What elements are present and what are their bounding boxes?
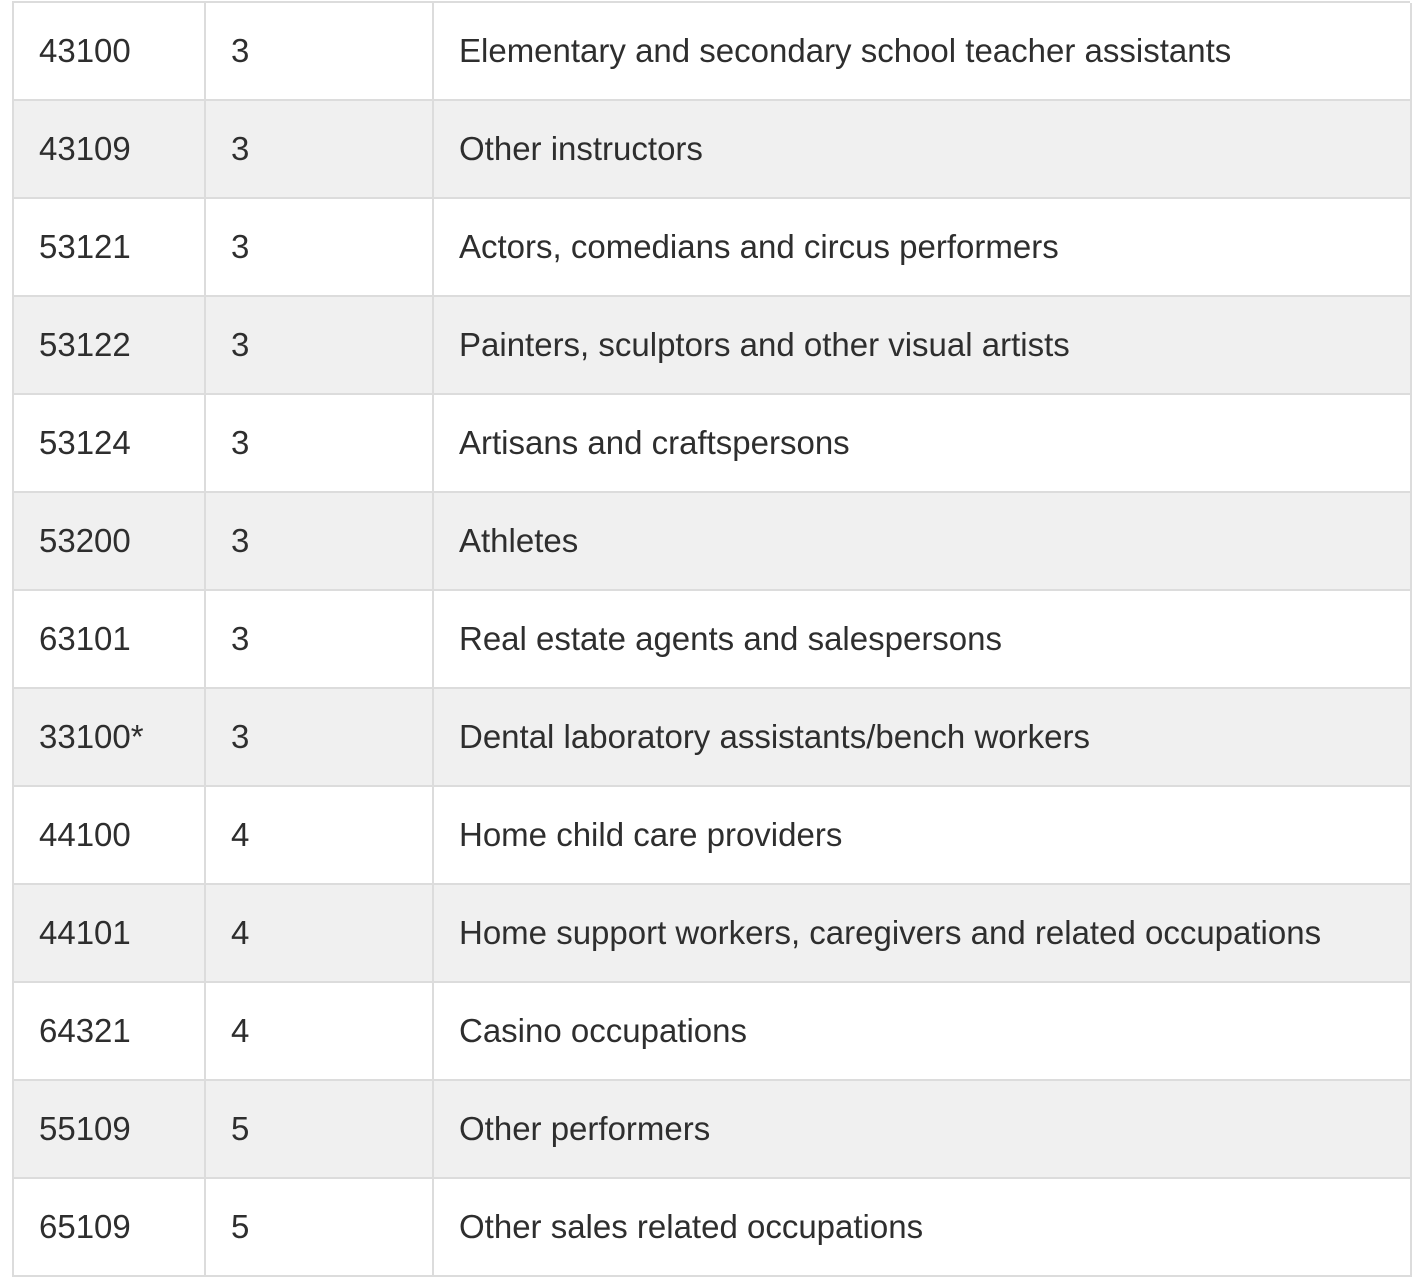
noc-code-cell: 44100 xyxy=(13,786,205,884)
table-row xyxy=(13,394,1411,492)
table-row xyxy=(13,786,1411,884)
occupation-title-cell: Artisans and craftspersons xyxy=(433,394,1411,492)
occupation-title-cell: Other instructors xyxy=(433,100,1411,198)
noc-code-cell: 53124 xyxy=(13,394,205,492)
occupation-table xyxy=(12,1,1410,1277)
table-row xyxy=(13,1178,1411,1276)
table-row xyxy=(13,688,1411,786)
noc-code-cell: 43109 xyxy=(13,100,205,198)
occupation-title-cell: Other sales related occupations xyxy=(433,1178,1411,1276)
teer-cell: 3 xyxy=(205,688,433,786)
noc-code-cell: 53122 xyxy=(13,296,205,394)
teer-cell: 3 xyxy=(205,296,433,394)
occupation-title-cell: Athletes xyxy=(433,492,1411,590)
teer-cell: 4 xyxy=(205,786,433,884)
noc-code-cell: 63101 xyxy=(13,590,205,688)
teer-cell: 5 xyxy=(205,1178,433,1276)
occupation-title-cell: Dental laboratory assistants/bench workers xyxy=(433,688,1411,786)
table-row xyxy=(13,590,1411,688)
teer-cell: 3 xyxy=(205,100,433,198)
noc-code-cell: 53200 xyxy=(13,492,205,590)
noc-code-cell: 33100* xyxy=(13,688,205,786)
teer-cell: 4 xyxy=(205,982,433,1080)
occupation-title-cell: Painters, sculptors and other visual artists xyxy=(433,296,1411,394)
occupation-title-cell: Home support workers, caregivers and related occupations xyxy=(433,884,1411,982)
occupation-title-cell: Other performers xyxy=(433,1080,1411,1178)
teer-cell: 3 xyxy=(205,198,433,296)
table-row xyxy=(13,1080,1411,1178)
occupation-title-cell: Elementary and secondary school teacher assistants xyxy=(433,3,1411,100)
occupation-title-cell: Casino occupations xyxy=(433,982,1411,1080)
noc-code-cell: 43100 xyxy=(13,3,205,100)
noc-code-cell: 55109 xyxy=(13,1080,205,1178)
teer-cell: 3 xyxy=(205,3,433,100)
table-row xyxy=(13,982,1411,1080)
noc-code-cell: 53121 xyxy=(13,198,205,296)
teer-cell: 3 xyxy=(205,394,433,492)
noc-code-cell: 64321 xyxy=(13,982,205,1080)
table-row xyxy=(13,884,1411,982)
teer-cell: 4 xyxy=(205,884,433,982)
occupation-table-grid xyxy=(12,3,1412,1277)
table-body xyxy=(13,3,1411,1276)
teer-cell: 3 xyxy=(205,590,433,688)
table-row xyxy=(13,492,1411,590)
teer-cell: 5 xyxy=(205,1080,433,1178)
occupation-title-cell: Home child care providers xyxy=(433,786,1411,884)
occupation-title-cell: Real estate agents and salespersons xyxy=(433,590,1411,688)
table-row xyxy=(13,198,1411,296)
noc-code-cell: 65109 xyxy=(13,1178,205,1276)
occupation-title-cell: Actors, comedians and circus performers xyxy=(433,198,1411,296)
table-row xyxy=(13,296,1411,394)
table-row xyxy=(13,3,1411,100)
noc-code-cell: 44101 xyxy=(13,884,205,982)
table-row xyxy=(13,100,1411,198)
teer-cell: 3 xyxy=(205,492,433,590)
